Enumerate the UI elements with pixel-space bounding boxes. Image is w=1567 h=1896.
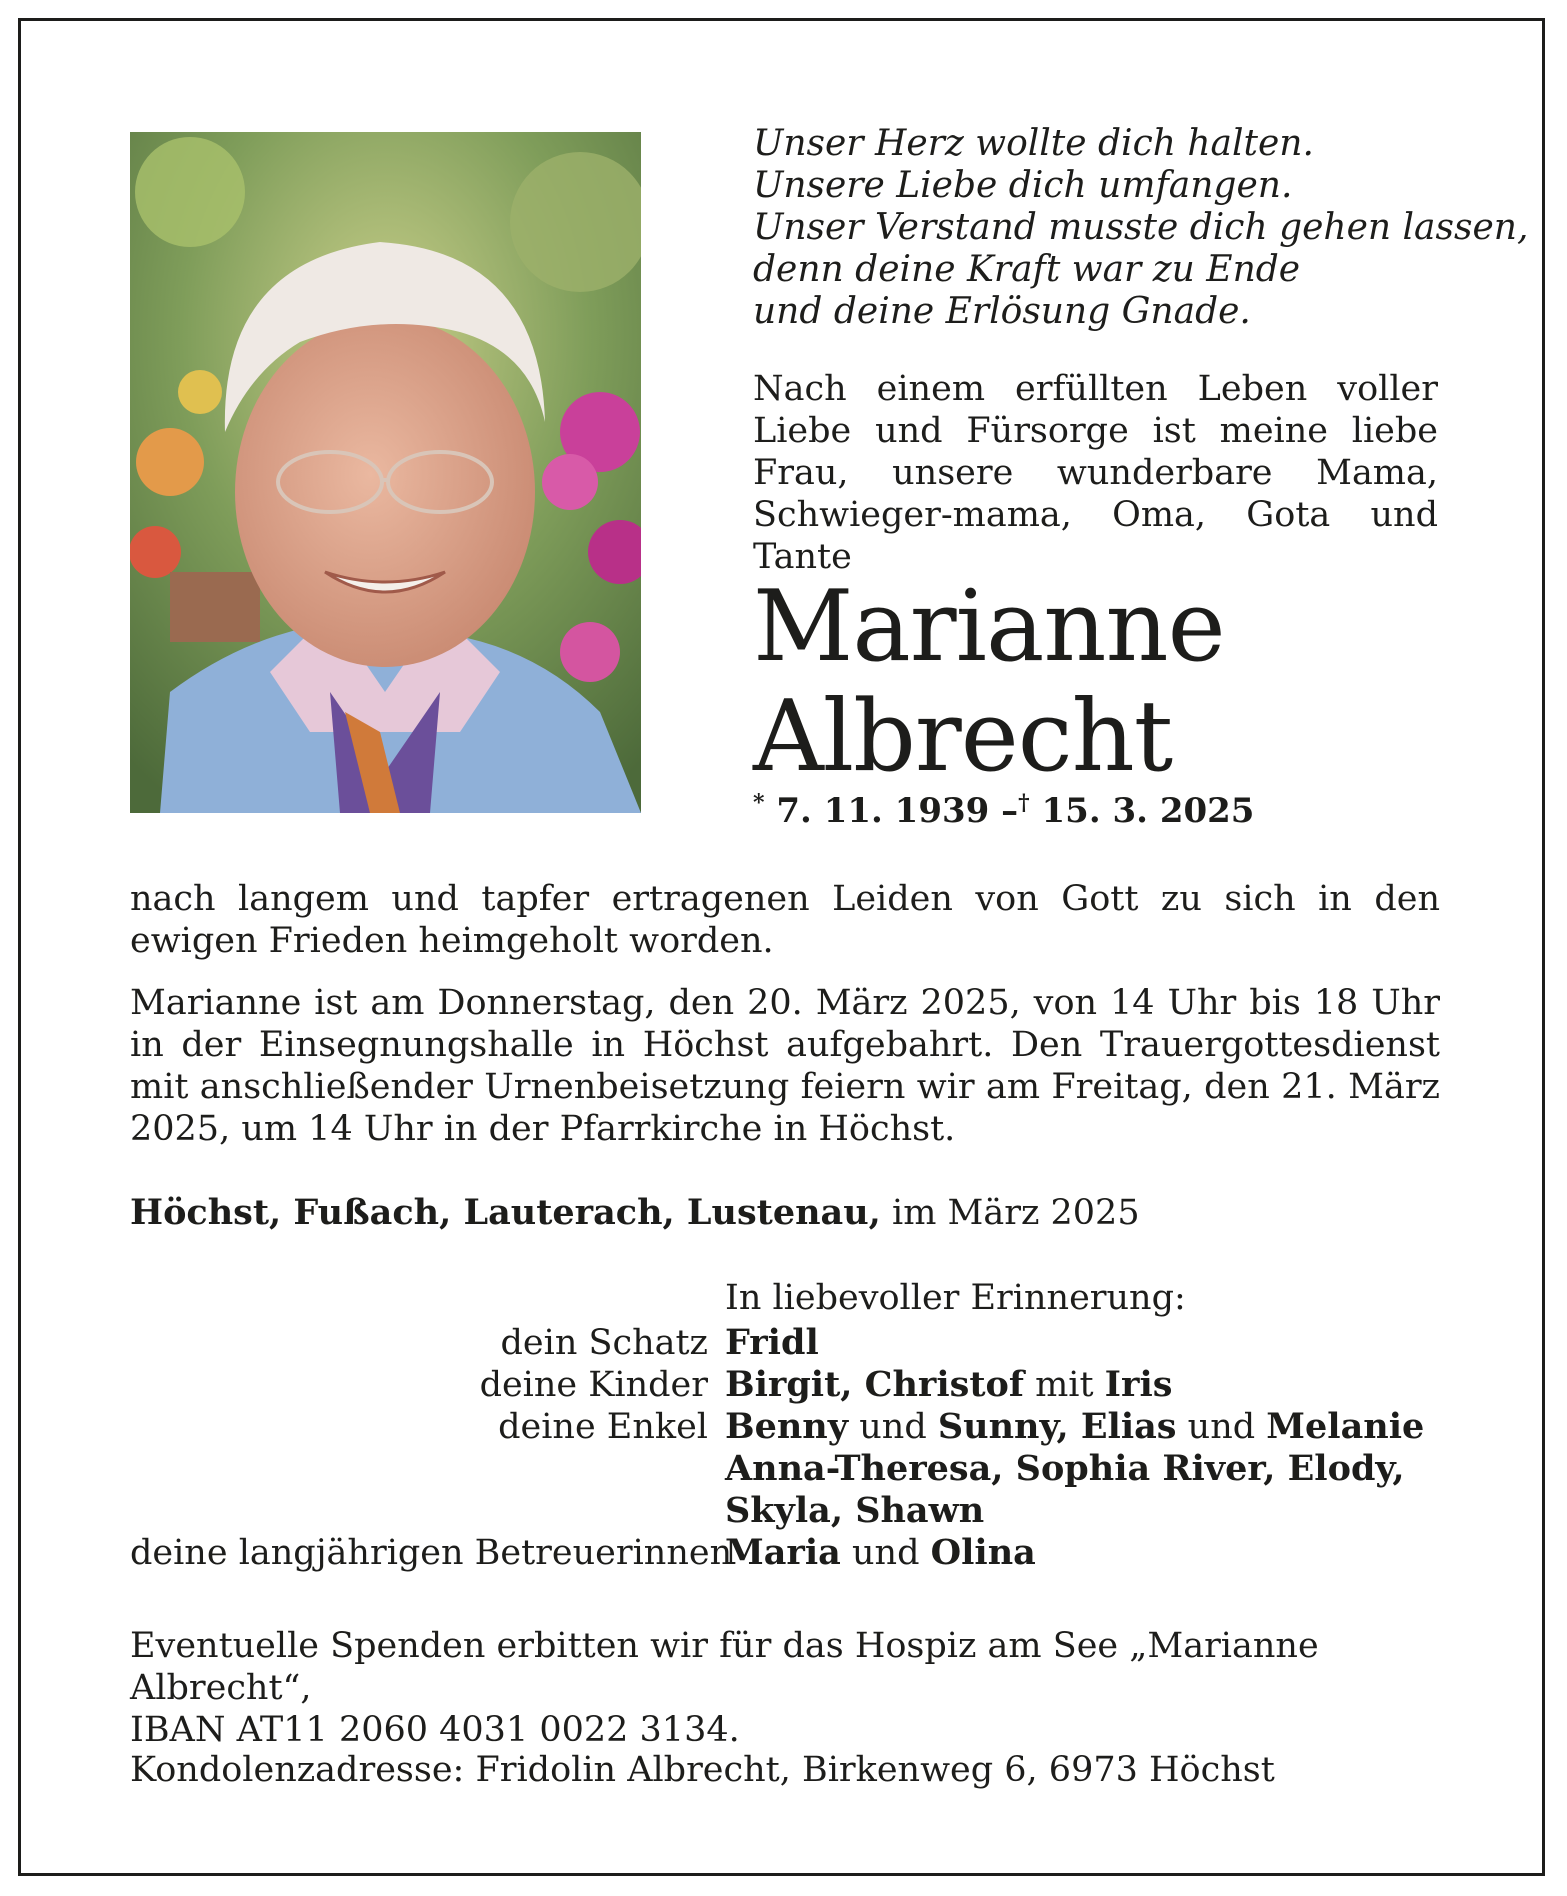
connector: und bbox=[859, 1407, 927, 1447]
mourner-row bbox=[130, 1490, 1460, 1532]
mourner-name: Skyla, Shawn bbox=[725, 1490, 985, 1531]
mourner-row bbox=[130, 1406, 1460, 1448]
mourner-name: Melanie bbox=[1266, 1406, 1425, 1447]
date-separator: – bbox=[1001, 791, 1019, 831]
condolence-address: Kondolenzadresse: Fridolin Albrecht, Birkenweg 6, 6973 Höchst bbox=[130, 1750, 1275, 1790]
poem-line: und deine Erlösung Gnade. bbox=[753, 291, 1251, 332]
mourner-row bbox=[130, 1448, 1460, 1490]
relation-label: deine langjährigen Betreuerinnen bbox=[130, 1533, 733, 1573]
donation-line: Eventuelle Spenden erbitten wir für das Hospiz am See „Marianne Albrecht“, bbox=[130, 1626, 1319, 1708]
last-name: Albrecht bbox=[753, 680, 1173, 794]
poem-line: Unsere Liebe dich umfangen. bbox=[753, 165, 1293, 206]
mourner-name: Sunny, Elias bbox=[937, 1406, 1177, 1447]
connector: mit bbox=[1035, 1365, 1094, 1405]
portrait-photo bbox=[130, 132, 641, 813]
relation-label: dein Schatz bbox=[500, 1323, 708, 1363]
mourner-row bbox=[130, 1322, 1460, 1364]
death-date: 15. 3. 2025 bbox=[1041, 791, 1255, 831]
mourner-name: Benny bbox=[725, 1406, 849, 1447]
notice-date: im März 2025 bbox=[892, 1193, 1140, 1233]
mourner-name: Iris bbox=[1104, 1364, 1173, 1405]
connector: und bbox=[851, 1533, 920, 1573]
mourner-row bbox=[130, 1364, 1460, 1406]
mourner-name: Maria bbox=[725, 1532, 841, 1573]
mourner-row bbox=[130, 1532, 1460, 1574]
first-name: Marianne bbox=[753, 570, 1225, 684]
birth-symbol: * bbox=[753, 790, 765, 816]
mourners-list bbox=[130, 1322, 1460, 1574]
poem-line: Unser Verstand musste dich gehen lassen, bbox=[753, 207, 1529, 248]
funeral-info: Marianne ist am Donnerstag, den 20. März 2025, von 14 Uhr bis 18 Uhr in der Einsegnungshalle in Höchst aufgebahrt. Den Trauergottesdienst mit anschließender Urnenbeisetzung feiern wir am Freitag, den 21. März 2025, um 14 Uhr in der Pfarrkirche in Höchst. bbox=[130, 983, 1440, 1149]
mourner-name: Fridl bbox=[725, 1322, 819, 1363]
mourner-name: Olina bbox=[930, 1532, 1036, 1573]
mourner-name: Birgit, Christof bbox=[725, 1364, 1024, 1405]
poem-line: denn deine Kraft war zu Ende bbox=[753, 249, 1301, 290]
connector: und bbox=[1187, 1407, 1256, 1447]
donation-note bbox=[130, 1625, 1440, 1751]
towns: Höchst, Fußach, Lauterach, Lustenau, bbox=[130, 1192, 881, 1233]
iban-line: IBAN AT11 2060 4031 0022 3134. bbox=[130, 1710, 740, 1750]
death-symbol: † bbox=[1018, 790, 1030, 816]
relation-label: deine Kinder bbox=[479, 1365, 708, 1405]
relation-label: deine Enkel bbox=[498, 1407, 708, 1447]
places-line bbox=[130, 1192, 1140, 1233]
deceased-name bbox=[753, 572, 1453, 792]
remembrance-title: In liebevoller Erinnerung: bbox=[725, 1278, 1186, 1318]
birth-date: 7. 11. 1939 bbox=[776, 791, 990, 831]
mourner-name: Anna-Theresa, Sophia River, Elody, bbox=[725, 1448, 1405, 1489]
poem-line: Unser Herz wollte dich halten. bbox=[753, 123, 1314, 164]
poem bbox=[753, 123, 1529, 333]
passing-text: nach langem und tapfer ertragenen Leiden von Gott zu sich in den ewigen Frieden heimgeholt worden. bbox=[130, 879, 1440, 961]
intro-text: Nach einem erfüllten Leben voller Liebe und Fürsorge ist meine liebe Frau, unsere wunderbare Mama, Schwieger-mama, Oma, Gota und Tante bbox=[753, 369, 1438, 577]
life-dates bbox=[753, 790, 1254, 831]
